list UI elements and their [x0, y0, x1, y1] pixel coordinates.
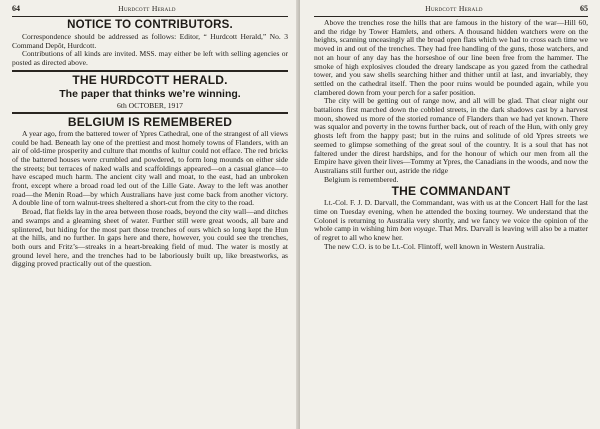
notice-paragraph-1: Correspondence should be addressed as follows: Editor, “ Hurdcott Herald,” No. 3 Command Depôt, Hurdcott.: [12, 32, 288, 50]
article-paragraph-2: Broad, flat fields lay in the area between those roads, beyond the city wall—and ditches and swamps and a gleaming sheet of water. Further still were great woods, all bare and splintered, but hiding for the most part those trenches of ours which so long kept the Hun at the hills, and no further. In gaps here and there, however, you could see the trenches, both ours and Fritz’s—streaks in a heart-breaking field of mud. The water is mostly at ground level here, and the trenches had to be laboriously built up, like breastworks, as digging proved practically out of the question.: [12, 207, 288, 269]
continued-paragraph-3: Belgium is remembered.: [324, 174, 399, 184]
commandant-section: [314, 185, 588, 251]
notice-rule: [12, 70, 288, 72]
header-rule-right: [314, 16, 588, 17]
commandant-paragraph-1: [314, 199, 588, 243]
continued-paragraph-2: The city will be getting out of range now, and all will be glad. That clear night our battalions first marched down the cobbled streets, in the dark shadows cast by a harvest moon, showed us more of the storied romance of Flanders than we had yet known. There was squalor and poverty in the towns further back, out of reach of the Hun, with only grey ghosts left from the happy past; but in the ruins and solitude of old Ypres streets we seemed to glimpse something of the great soul of the country. It is a soul that has not faltered under the direst hardships, and for the honour of which our men from all the Empire have given their lives—Tommy at Ypres, the Canadians in the woods, and now the Australians still further out, astride the ridge: [314, 96, 588, 175]
commandant-text-a: Lt.-Col. F. J. D. Darvall, the Commandant, was with us at the Concert Hall for the last time on Tuesday evening, when he attended the boxing tourney. We understand that the Colonel is returning to Australia very shortly, and we fancy we voice the opinion of the whole camp in wishing him: [314, 198, 588, 234]
article-paragraph-1: A year ago, from the battered tower of Ypres Cathedral, one of the strangest of all views could be had. Beneath lay one of the prettiest and most homely towns of Flanders, with an air of old-time prosperity and culture that months of kultur could not efface. The red bricks of the battered houses were crumbled and powdered, to form long mounds on either side the streets; but terraces of naked walls and scaffoldings appeared—on a casual glance—to have escaped much harm. The ancient city wall and moat, to the east, had an unbroken front, except where a broad road led out of the Lille Gate. Away to the left was another road—the Menin Road—by which Australians have just come back from another victory. A double line of torn walnut-trees sheltered a short-cut from the city to the road.: [12, 128, 288, 208]
page-number-right: 65: [580, 4, 588, 13]
masthead-rule: [12, 112, 288, 114]
masthead-date: 6th OCTOBER, 1917: [117, 100, 183, 110]
article-heading: BELGIUM IS REMEMBERED: [67, 114, 233, 129]
notice-paragraph-2: Contributions of all kinds are invited. MSS. may either be left with selling agencies or posted as directed above.: [12, 49, 288, 68]
continued-paragraph-1: Above the trenches rose the hills that are famous in the history of the war—Hill 60, and the ridge by Tower Hamlets, and others. A thousand hidden watchers were on the heights, scanning unceasingly all the broad open flats which we had to cross each time we moved in and out of the trenches. They had free handling of the guns, those watchers, and not an hour of any day has the horseshoe of our line been free from the hammer. The smoke of high explosives clouded the dreary landscape as you gazed from the cathedral tower, and you saw shells searching hither and thither until at last, and invariably, they settled on the cathedral itself. Then the poor ruins would be pounded again, while you clambered down from your perch for a safer position.: [314, 18, 588, 97]
belgium-article-continued: [314, 19, 588, 184]
running-title-right: Hurdcott Herald: [425, 4, 483, 13]
masthead-tagline: The paper that thinks we’re winning.: [59, 87, 241, 100]
commandant-heading: THE COMMANDANT: [391, 184, 511, 199]
running-header-right: [314, 4, 588, 13]
right-page: [300, 0, 600, 429]
running-title-left: Hurdcott Herald: [118, 4, 176, 13]
commandant-text-b: . That Mrs. Darvall is leaving will also be a matter of regret to all who knew her.: [314, 224, 588, 243]
notice-section: [12, 19, 288, 68]
header-rule-left: [12, 16, 288, 17]
belgium-article: [12, 116, 288, 269]
masthead-title: THE HURDCOTT HERALD.: [72, 72, 228, 87]
notice-heading: NOTICE TO CONTRIBUTORS.: [67, 19, 233, 31]
page-number-left: 64: [12, 4, 20, 13]
commandant-italic: bon voyage: [400, 224, 435, 234]
running-header-left: [12, 4, 288, 13]
commandant-paragraph-2: The new C.O. is to be Lt.-Col. Flintoff, well known in Western Australia.: [324, 241, 545, 251]
masthead: [12, 74, 288, 110]
